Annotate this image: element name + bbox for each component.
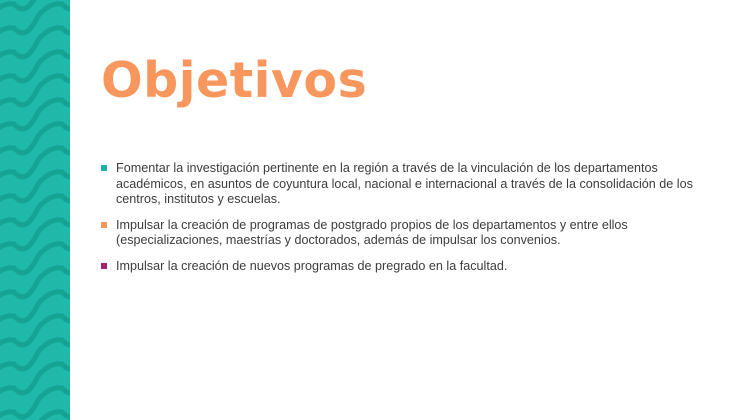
wave-pattern [0, 0, 70, 420]
bullet-marker [101, 263, 107, 269]
objective-text: Impulsar la creación de nuevos programas de pregrado en la facultad. [116, 258, 508, 273]
objective-item [101, 218, 726, 249]
objective-text: Impulsar la creación de programas de postgrado propios de los departamentos y entre ellos (especializaciones, maestrías y doctorados, además de impulsar los convenios. [116, 217, 628, 247]
objective-item [101, 161, 726, 208]
objectives-list [101, 161, 726, 274]
slide-title: Objetivos [101, 52, 368, 109]
bullet-marker [101, 222, 107, 228]
bullet-marker [101, 165, 107, 171]
decorative-wave-band [0, 0, 70, 420]
objective-item [101, 259, 726, 275]
objective-text: Fomentar la investigación pertinente en la región a través de la vinculación de los departamentos académicos, en asuntos de coyuntura local, nacional e internacional a través de la consolidación de los centros, institutos y escuelas. [116, 161, 693, 206]
